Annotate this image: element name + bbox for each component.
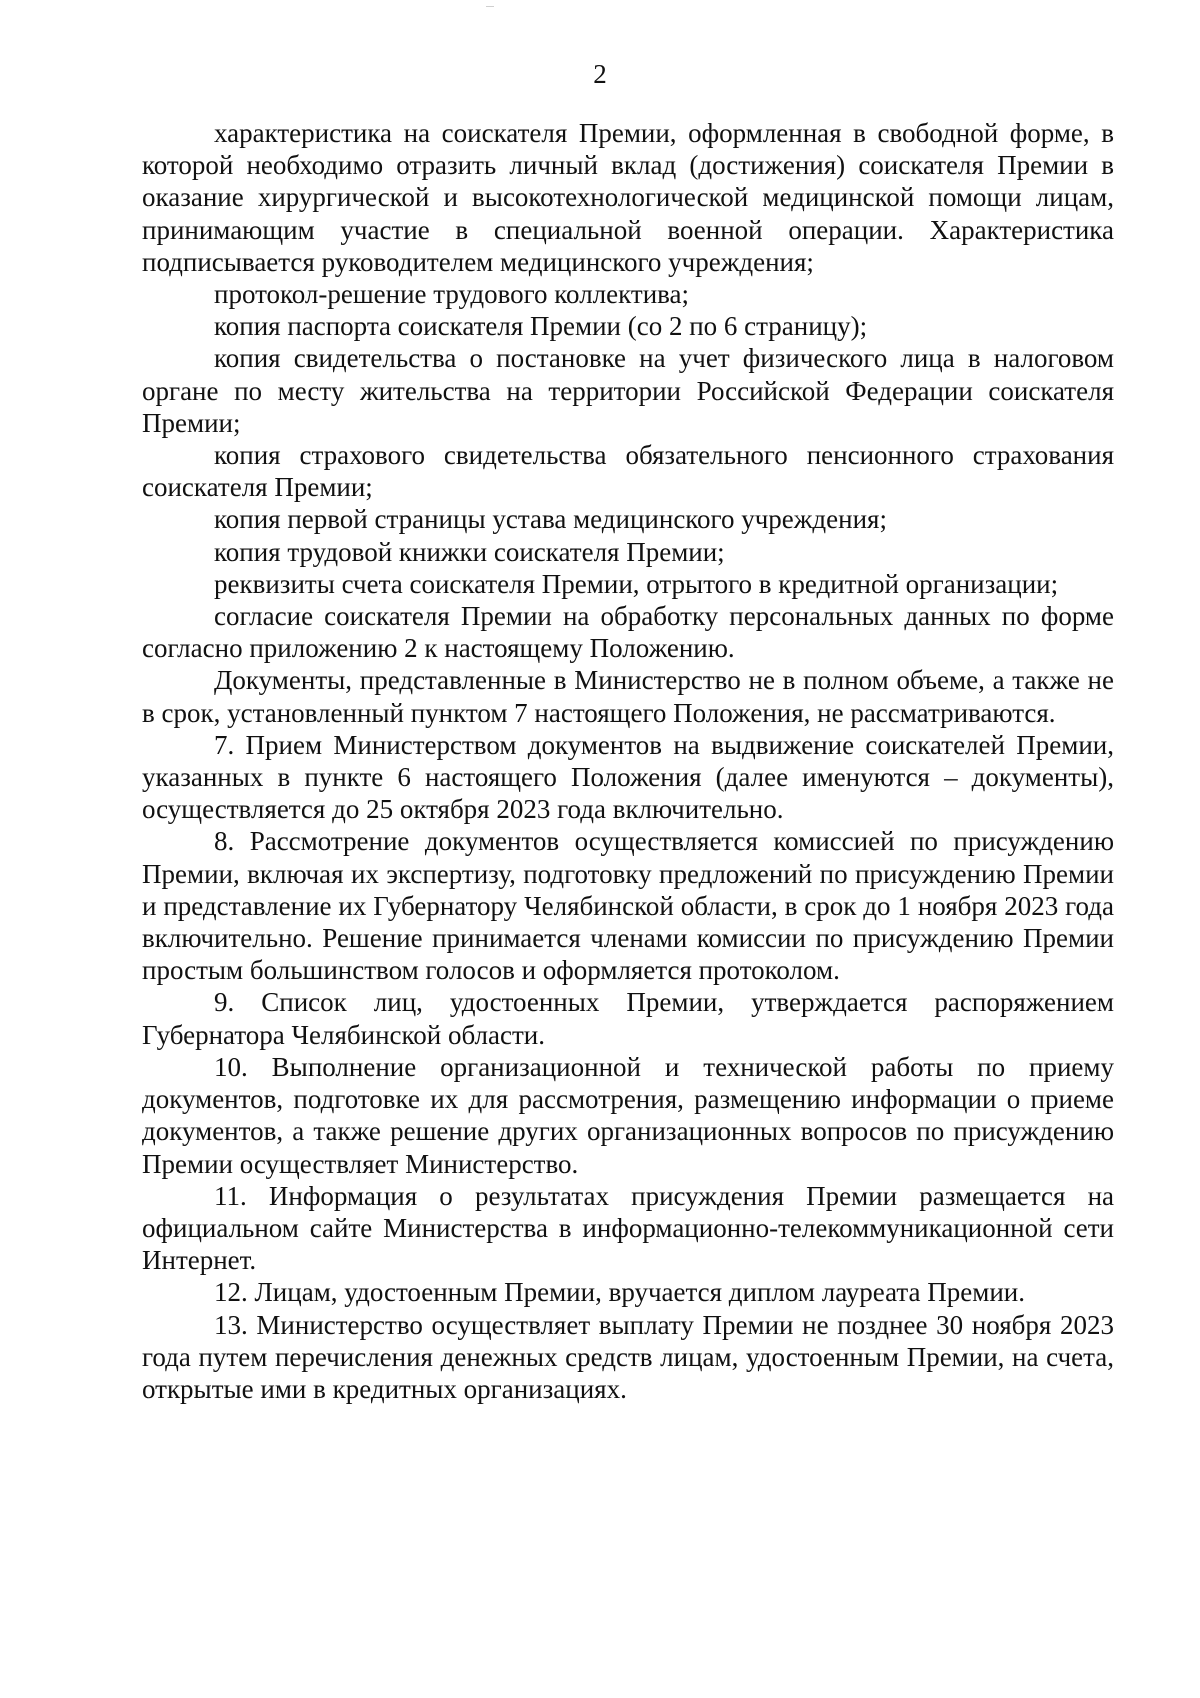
paragraph-item-8: 8. Рассмотрение документов осуществляется комиссией по присуждению Премии, включая их экспертизу, подготовку предложений по присуждению Премии и представление их Губернатору Челябинской области, в срок до 1 ноября 2023 года включительно. Решение принимается членами комиссии по присуждению Премии простым большинством голосов и оформляется протоколом. <box>142 826 1114 986</box>
paragraph-bank-details: реквизиты счета соискателя Премии, отрытого в кредитной организации; <box>214 568 1059 599</box>
paragraph-employment-book: копия трудовой книжки соискателя Премии; <box>214 536 725 567</box>
paragraph-item-13: 13. Министерство осуществляет выплату Премии не позднее 30 ноября 2023 года путем перечисления денежных средств лицам, удостоенным Премии, на счета, открытые ими в кредитных организациях. <box>142 1309 1114 1404</box>
page-number: 2 <box>593 59 607 89</box>
paragraph-item-11: 11. Информация о результатах присуждения Премии размещается на официальном сайте Министерства в информационно-телекоммуникационной сети Интернет. <box>142 1180 1114 1276</box>
paragraph-tax-certificate: копия свидетельства о постановке на учет физического лица в налоговом органе по месту жительства на территории Российской Федерации соискателя Премии; <box>142 343 1114 438</box>
paragraph-item-12: 12. Лицам, удостоенным Премии, вручается диплом лауреата Премии. <box>214 1277 1025 1308</box>
paragraph-protocol: протокол-решение трудового коллектива; <box>214 279 690 310</box>
paragraph-item-7: 7. Прием Министерством документов на выдвижение соискателей Премии, указанных в пункте 6 настоящего Положения (далее именуются – документы), осуществляется до 25 октября 2023 года включительно. <box>142 729 1114 825</box>
paragraph-incomplete-documents: Документы, представленные в Министерство не в полном объеме, а также не в срок, установленный пунктом 7 настоящего Положения, не рассматриваются. <box>142 665 1114 728</box>
paragraph-consent: согласие соискателя Премии на обработку персональных данных по форме согласно приложению 2 к настоящему Положению. <box>142 601 1114 664</box>
paragraph-insurance-certificate: копия страхового свидетельства обязательного пенсионного страхования соискателя Премии; <box>142 440 1114 503</box>
document-body <box>142 117 1114 1405</box>
paragraph-passport-copy: копия паспорта соискателя Премии (со 2 по 6 страницу); <box>214 311 868 342</box>
paragraph-item-9: 9. Список лиц, удостоенных Премии, утверждается распоряжением Губернатора Челябинской области. <box>142 987 1114 1050</box>
paragraph-charter-copy: копия первой страницы устава медицинского учреждения; <box>214 504 887 535</box>
paragraph-characteristic: характеристика на соискателя Премии, оформленная в свободной форме, в которой необходимо отразить личный вклад (достижения) соискателя Премии в оказание хирургической и высокотехнологической медицинской помощи лицам, принимающим участие в специальной военной операции. Характеристика подписывается руководителем медицинского учреждения; <box>142 118 1114 277</box>
scan-artifact <box>486 6 494 7</box>
paragraph-item-10: 10. Выполнение организационной и технической работы по приему документов, подготовке их для рассмотрения, размещению информации о приеме документов, а также решение других организационных вопросов по присуждению Премии осуществляет Министерство. <box>142 1051 1114 1179</box>
